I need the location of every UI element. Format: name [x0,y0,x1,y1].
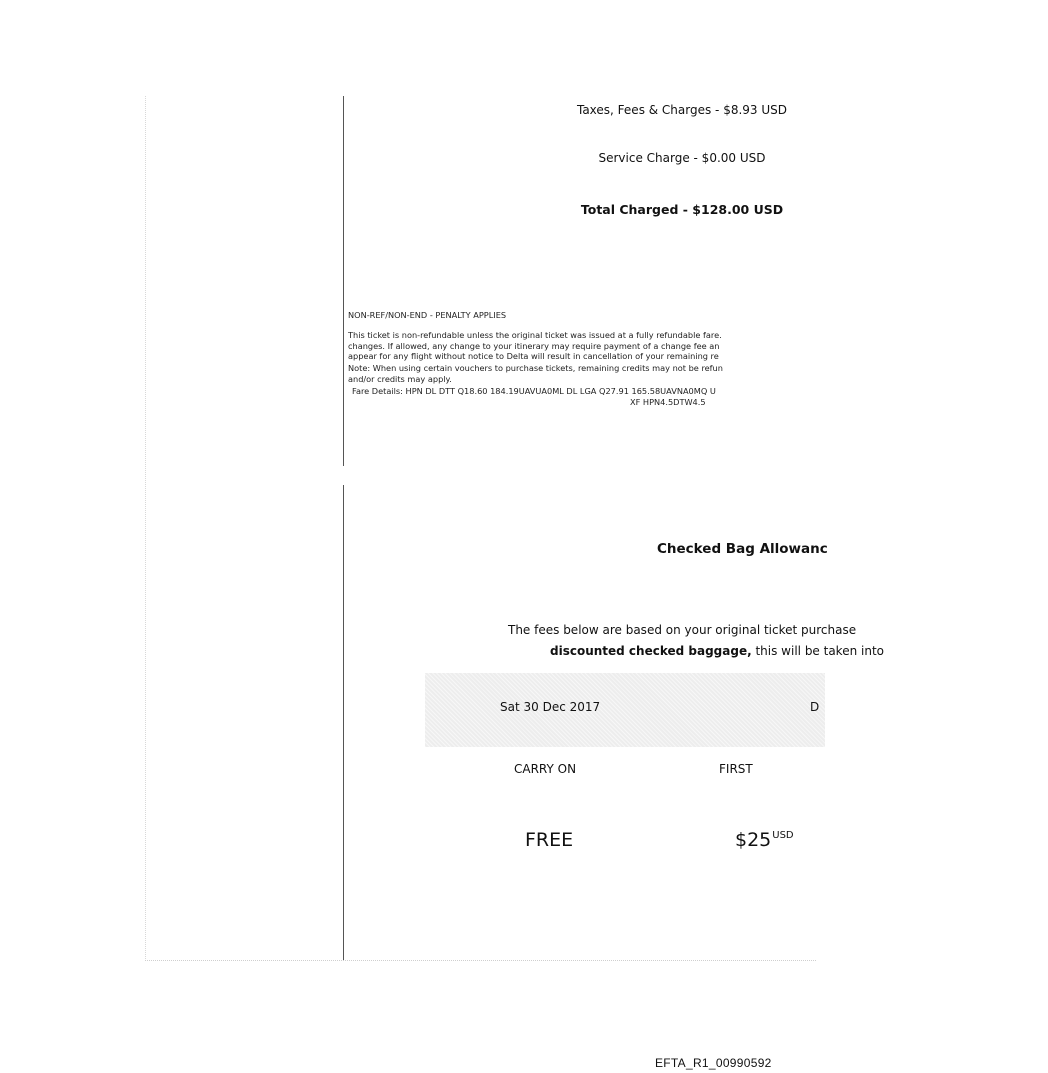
carry-on-fee: FREE [525,829,574,851]
column-divider-top [343,96,344,466]
receipt-content [348,96,884,960]
total-charged-line: Total Charged - $128.00 USD [580,202,784,217]
fare-details [348,386,1048,407]
bag-fee-description [508,620,1008,662]
voucher-note-line: Note: When using certain vouchers to purchase tickets, remaining credits may not be refun [348,363,723,373]
first-bag-fee [735,829,794,851]
service-charge-line: Service Charge - $0.00 USD [598,151,766,165]
bag-desc-bold: discounted checked baggage, [550,644,752,658]
bag-allowance-title: Checked Bag Allowanc [657,541,828,557]
fare-details-line: Fare Details: HPN DL DTT Q18.60 184.19UAVUA0ML DL LGA Q27.91 165.58UAVNA0MQ U [352,386,716,396]
voucher-note-line: and/or credits may apply. [348,373,452,384]
fare-details-line: XF HPN4.5DTW4.5 [630,396,706,407]
document-id: EFTA_R1_00990592 [655,1056,772,1070]
taxes-fees-line: Taxes, Fees & Charges - $8.93 USD [576,103,788,117]
refund-policy [348,330,1048,362]
voucher-note [348,363,1048,384]
left-column [145,96,345,961]
refund-policy-line: This ticket is non-refundable unless the original ticket was issued at a fully refundable fare. [348,330,722,340]
carry-on-label: CARRY ON [514,762,577,776]
first-bag-currency: USD [772,830,794,841]
travel-date: Sat 30 Dec 2017 [500,700,601,714]
refund-policy-line: changes. If allowed, any change to your itinerary may require payment of a change fee an [348,340,720,351]
bag-desc-line [508,641,1008,662]
bag-desc-line: The fees below are based on your original ticket purchase [508,623,857,637]
first-bag-label: FIRST [719,762,753,776]
refund-policy-line: appear for any flight without notice to Delta will result in cancellation of your remaining re [348,351,719,361]
column-divider-bottom [343,485,344,961]
travel-date-right: D [810,700,820,714]
bottom-rule [145,960,816,961]
travel-date-band [425,673,825,747]
nonref-notice: NON-REF/NON-END - PENALTY APPLIES [348,310,507,320]
bag-desc-rest: this will be taken into [751,644,884,658]
first-bag-price: $25 [735,829,772,851]
